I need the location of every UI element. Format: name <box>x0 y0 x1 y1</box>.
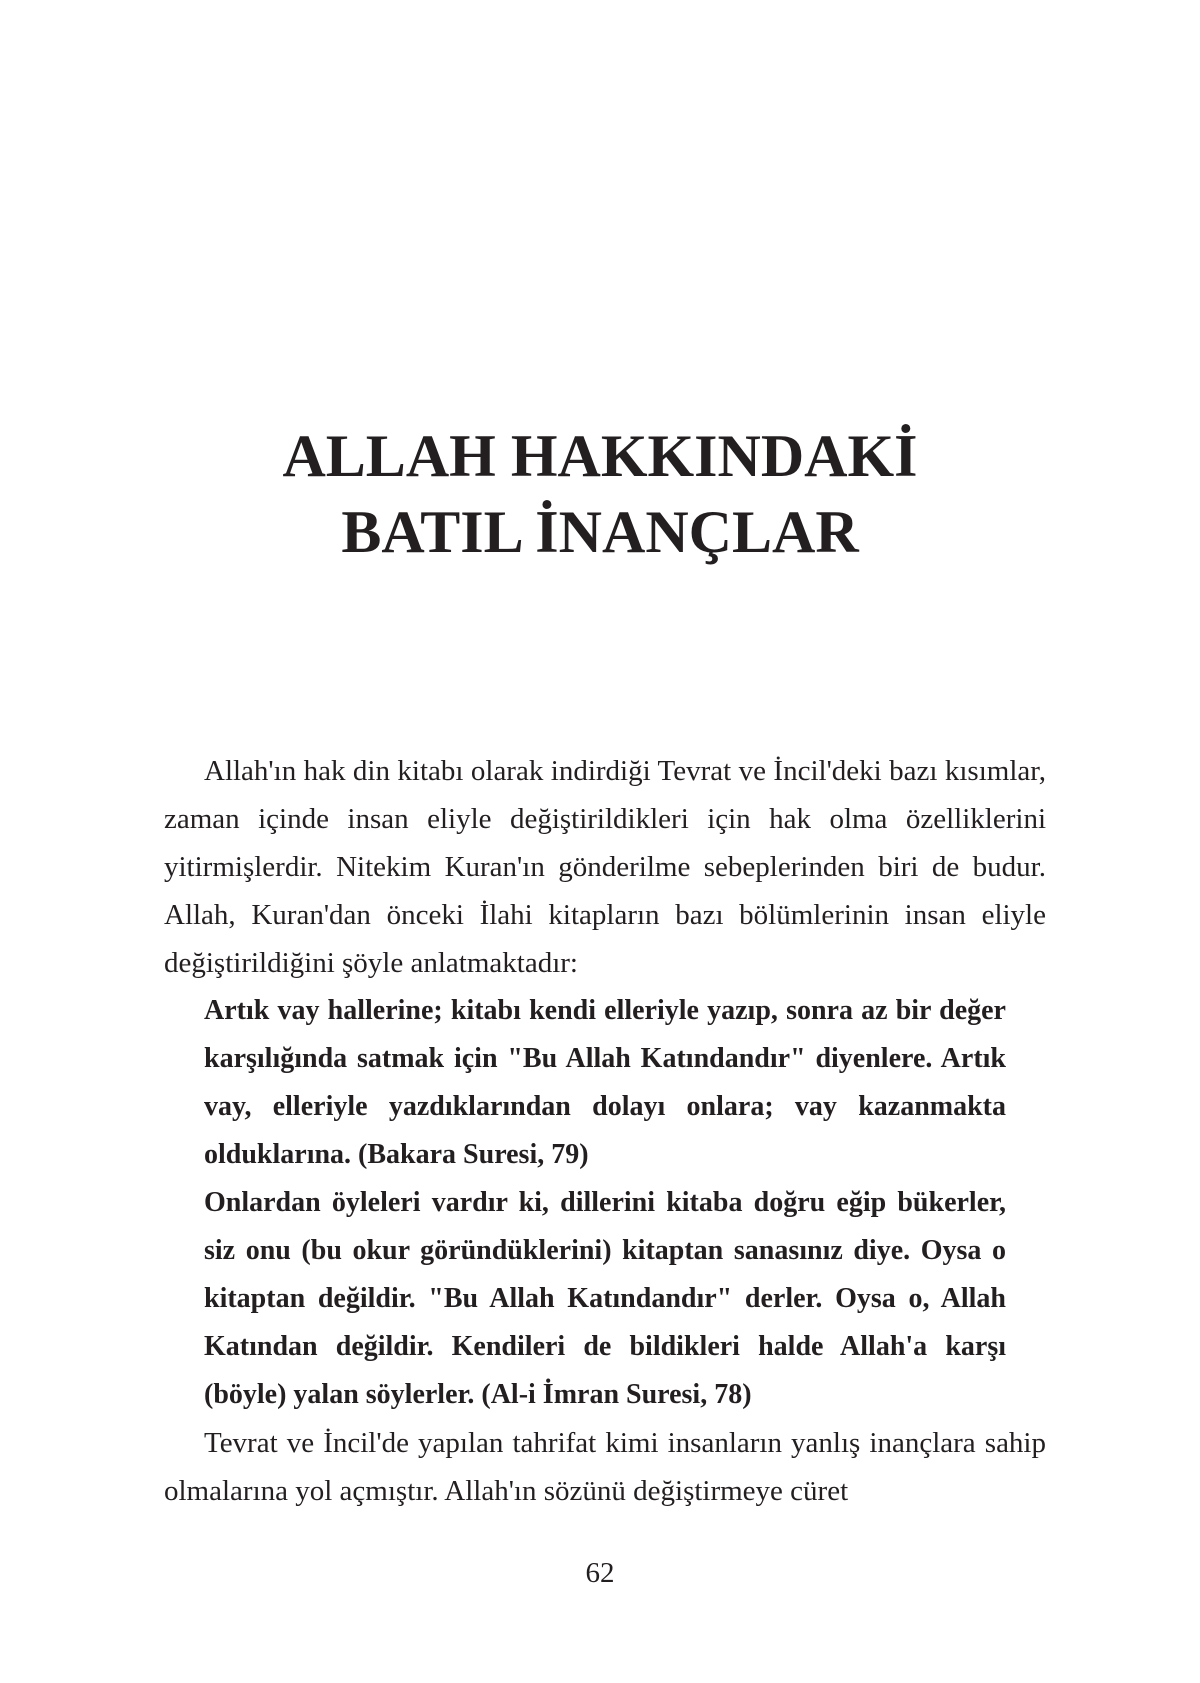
page-number: 62 <box>585 1557 615 1589</box>
chapter-title-line-1: ALLAH HAKKINDAKİ <box>282 423 918 489</box>
paragraph-intro: Allah'ın hak din kitabı olarak indirdiği Tevrat ve İncil'deki bazı kısımlar, zaman içinde insan eliyle değiştirildikleri için hak olma özelliklerini yitirmişlerdir. Nitekim Kuran'ın gönderilme sebeplerinden biri de budur. Allah, Kuran'dan önceki İlahi kitapların bazı bölümlerinin insan eliyle değiştirildiğini şöyle anlatmaktadır: <box>164 755 1046 979</box>
body-text <box>164 747 1046 1515</box>
paragraph-continuation: Tevrat ve İncil'de yapılan tahrifat kimi insanların yanlış inançlara sahip olmalarına yol açmıştır. Allah'ın sözünü değiştirmeye cüret <box>164 1427 1046 1507</box>
quote-bakara-79: Artık vay hallerine; kitabı kendi elleriyle yazıp, sonra az bir değer karşılığında satmak için "Bu Allah Katındandır" diyenlere. Artık vay, elleriyle yazdıklarından dolayı onlara; vay kazanmakta olduklarına. (Bakara Suresi, 79) <box>204 995 1006 1170</box>
chapter-title <box>0 418 1200 570</box>
chapter-title-line-2: BATIL İNANÇLAR <box>341 499 859 565</box>
quote-al-i-imran-78: Onlardan öyleleri vardır ki, dillerini kitaba doğru eğip bükerler, siz onu (bu okur göründüklerini) kitaptan sanasınız diye. Oysa o kitaptan değildir. "Bu Allah Katındandır" derler. Oysa o, Allah Katından değildir. Kendileri de bildikleri halde Allah'a karşı (böyle) yalan söylerler. (Al-i İmran Suresi, 78) <box>204 1187 1006 1410</box>
